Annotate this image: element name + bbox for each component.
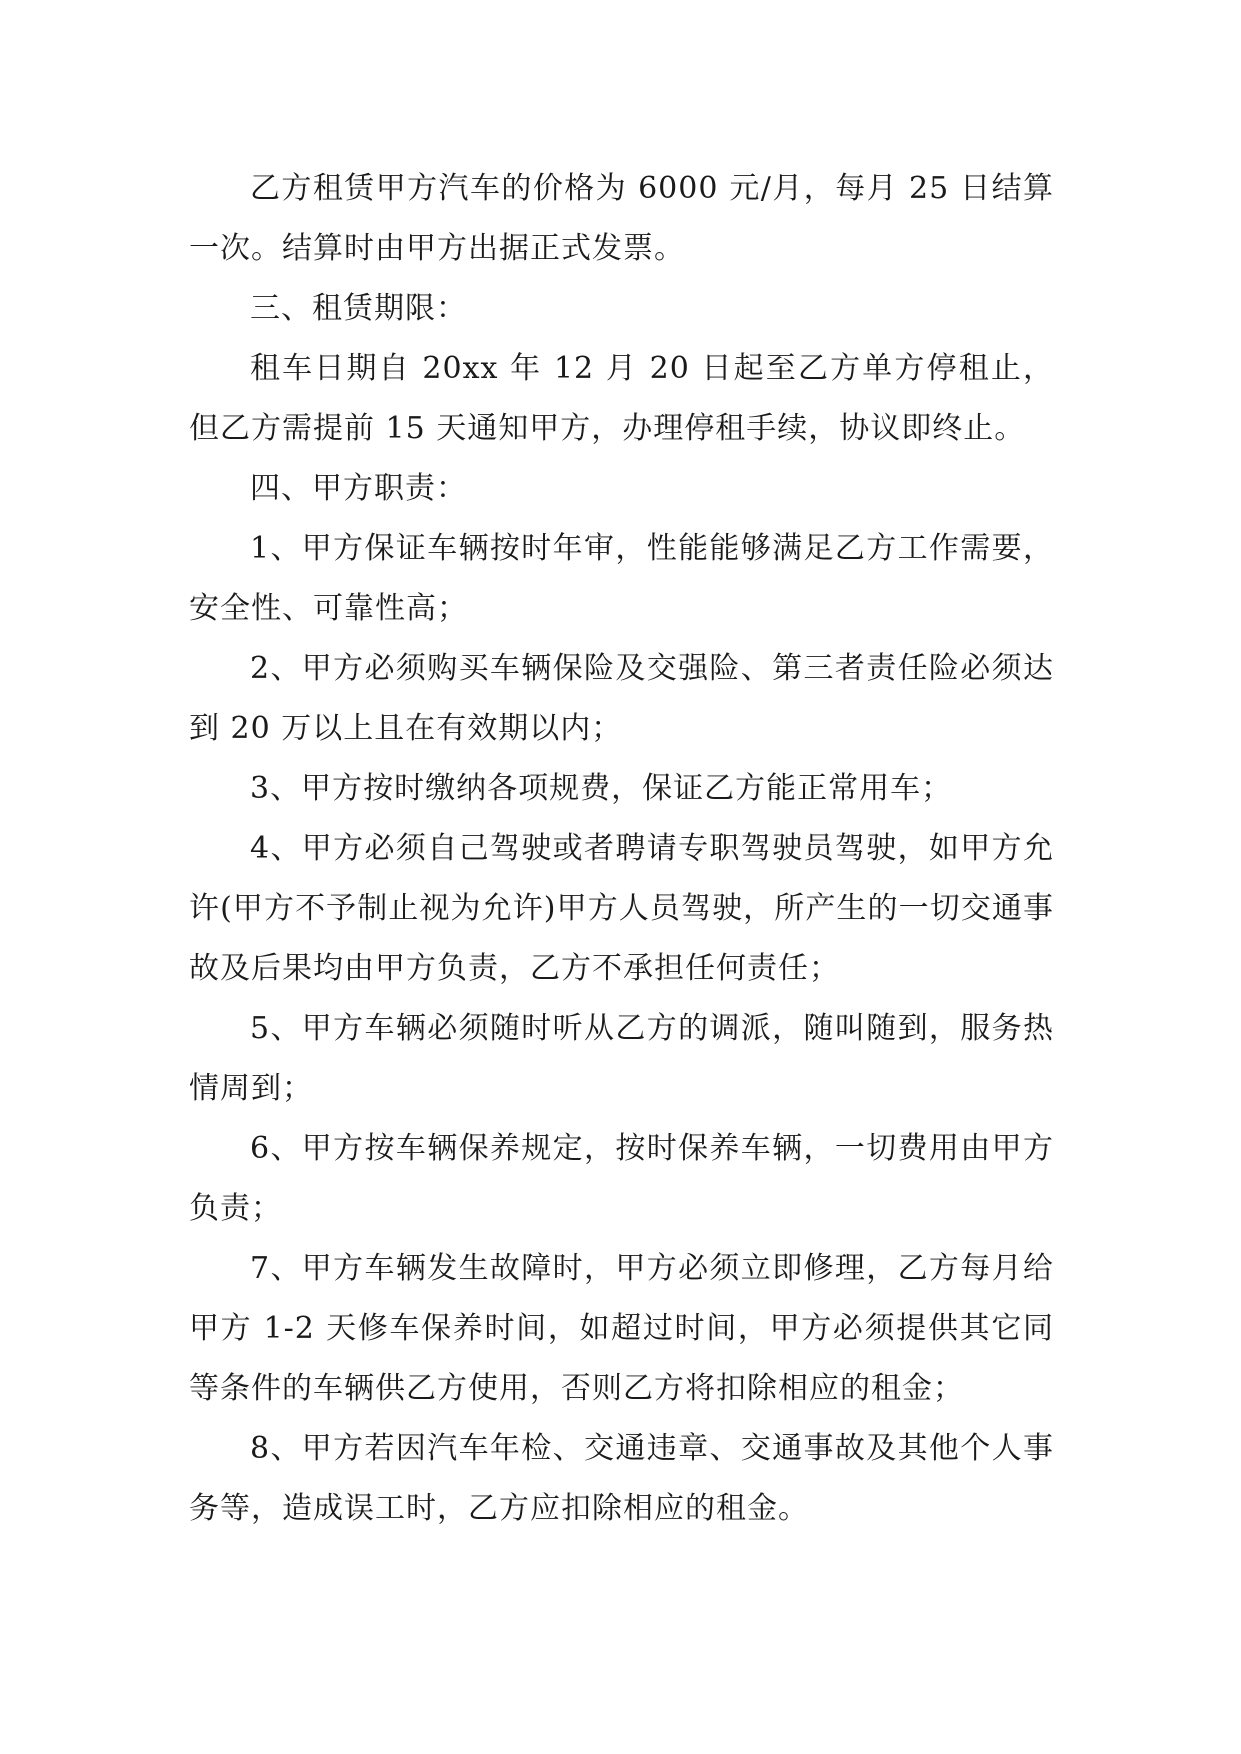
paragraph-duty-4: 4、甲方必须自己驾驶或者聘请专职驾驶员驾驶，如甲方允许(甲方不予制止视为允许)甲方人员驾驶，所产生的一切交通事故及后果均由甲方负责，乙方不承担任何责任； bbox=[189, 831, 1054, 986]
document-body bbox=[189, 159, 1054, 1539]
paragraph-duty-6: 6、甲方按车辆保养规定，按时保养车辆，一切费用由甲方负责； bbox=[189, 1131, 1054, 1226]
paragraph-duty-8: 8、甲方若因汽车年检、交通违章、交通事故及其他个人事务等，造成误工时，乙方应扣除相应的租金。 bbox=[189, 1431, 1054, 1526]
paragraph-duty-1: 1、甲方保证车辆按时年审，性能能够满足乙方工作需要，安全性、可靠性高； bbox=[189, 531, 1054, 626]
paragraph-duty-2: 2、甲方必须购买车辆保险及交强险、第三者责任险必须达到 20 万以上且在有效期以内； bbox=[189, 651, 1054, 746]
paragraph-duty-5: 5、甲方车辆必须随时听从乙方的调派，随叫随到，服务热情周到； bbox=[189, 1011, 1054, 1106]
heading-rental-period: 三、租赁期限： bbox=[250, 291, 467, 326]
paragraph-duty-3: 3、甲方按时缴纳各项规费，保证乙方能正常用车； bbox=[250, 771, 953, 806]
paragraph-rental-dates: 租车日期自 20xx 年 12 月 20 日起至乙方单方停租止，但乙方需提前 15 天通知甲方，办理停租手续，协议即终止。 bbox=[189, 351, 1054, 446]
heading-party-a-duties: 四、甲方职责： bbox=[250, 471, 467, 506]
paragraph-rental-price: 乙方租赁甲方汽车的价格为 6000 元/月，每月 25 日结算一次。结算时由甲方出据正式发票。 bbox=[189, 171, 1054, 266]
paragraph-duty-7: 7、甲方车辆发生故障时，甲方必须立即修理，乙方每月给甲方 1-2 天修车保养时间，如超过时间，甲方必须提供其它同等条件的车辆供乙方使用，否则乙方将扣除相应的租金； bbox=[189, 1251, 1054, 1406]
